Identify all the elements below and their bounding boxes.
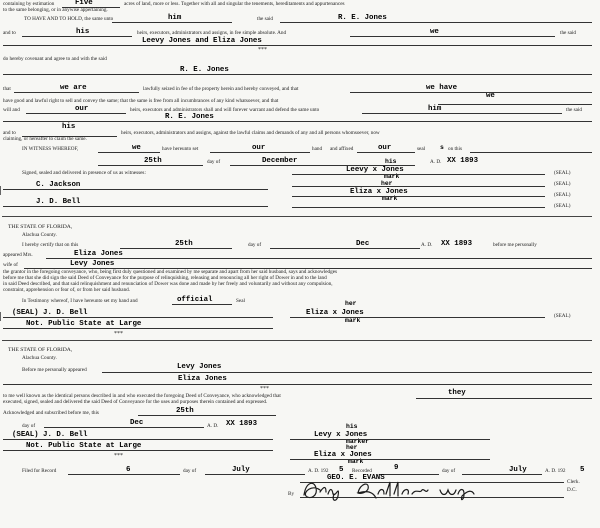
ack2-state: THE STATE OF FLORIDA, — [8, 347, 73, 353]
ack2-month: Dec — [130, 419, 144, 427]
ack1-day-of: day of — [248, 242, 262, 248]
margin-mark-2 — [0, 312, 4, 321]
margin-mark-1 — [0, 186, 4, 195]
ack1-state: THE STATE OF FLORIDA, — [8, 224, 73, 230]
witness-whereof-text: IN WITNESS WHEREOF, — [22, 146, 79, 152]
recorded-day: 9 — [394, 464, 399, 472]
ack2-body-2: executed, signed, sealed and delivered the said Deed of Conveyance for the uses and purposes therein contained and expressed. — [3, 399, 268, 405]
recorded-ad: A. D. 192 — [545, 468, 566, 474]
on-this-text: on this — [448, 146, 462, 152]
and-to-text-2: and to — [3, 130, 16, 136]
we-value-2: we — [486, 92, 495, 100]
acreage-value: Five — [75, 0, 93, 7]
his-value: his — [62, 123, 76, 131]
ack2-notary-name: (SEAL) J. D. Bell — [12, 431, 88, 439]
ack1-before-me: before me personally — [493, 242, 537, 248]
ack2-sig-his: his — [346, 423, 358, 430]
section-divider-2 — [2, 340, 592, 341]
ack1-notary-title: Not. Public State at Large — [26, 320, 142, 328]
grantor-1-his: his — [385, 158, 397, 165]
ack2-signature-1: Levy x Jones — [314, 431, 368, 439]
seal-label-3: (SEAL) — [554, 192, 571, 198]
section-divider-1 — [2, 216, 592, 217]
ack1-county: Alachua County. — [22, 232, 57, 238]
we-are-value: we are — [60, 84, 87, 92]
ack1-seal-word: Seal — [236, 298, 245, 304]
grantor-1-signature: Leevy x Jones — [346, 166, 404, 174]
lawfully-seized-text: lawfully seized in fee of the property herein and hereby conveyed, and that — [143, 86, 299, 92]
ack2-person-2: Eliza Jones — [178, 375, 227, 383]
ack1-body-1: the grantor in the foregoing conveyance, who, being first duly questioned and examined by me separate and apart from her said husband, says and acknowledges — [3, 269, 338, 275]
seal-label-2: (SEAL) — [554, 181, 571, 187]
ack1-appeared-text: appeared Mrs. — [3, 252, 33, 258]
ack2-sig-mark-1: marker — [346, 438, 370, 445]
said-text: the said — [257, 16, 273, 22]
said-text-3: the said — [566, 107, 582, 113]
claiming-text: claiming, or hereafter to claim the same. — [3, 136, 87, 142]
ack1-certify-text: I hereby certify that on this — [22, 242, 79, 248]
ack1-seal-label: (SEAL) — [554, 313, 571, 319]
grantor-2-mark: mark — [382, 195, 398, 202]
fee-simple-text: heirs, executors, administrators and assigns, in fee simple absolute. And — [137, 30, 287, 36]
our-value: our — [75, 105, 89, 113]
ack1-ad: A. D. — [421, 242, 433, 248]
filed-text: Filed for Record — [22, 468, 57, 474]
grantor-2-signature: Eliza x Jones — [350, 188, 408, 196]
day-of-text: day of — [207, 159, 221, 165]
said-text-2: the said — [560, 30, 576, 36]
filed-month: July — [232, 466, 250, 474]
heirs-pronoun: his — [76, 28, 90, 36]
ack1-husband-name: Levy Jones — [70, 260, 115, 268]
lawful-right-text: have good and lawful right to sell and convey the same; that the same is free from all incumbrances of any kind whatsoever, and that — [3, 98, 279, 104]
ack2-county: Alachua County. — [22, 355, 57, 361]
ack2-appeared-text: Before me personally appeared — [22, 367, 87, 373]
affixed-text: and affixed — [330, 146, 354, 152]
estimation-text: containing by estimation — [3, 1, 55, 7]
clerk-name: GEO. E. EVANS — [327, 474, 385, 482]
filed-day-of: day of — [183, 468, 197, 474]
by-text: By — [288, 491, 295, 497]
witness-month: December — [262, 157, 298, 165]
seal-count: s — [440, 144, 444, 151]
dc-label: D.C. — [567, 487, 577, 493]
ack1-body-4: constraint, apprehension or fear of, or from her said husband. — [3, 287, 131, 293]
ack2-sig-mark-2: mark — [348, 458, 364, 465]
grantor-pronoun: we — [430, 28, 439, 36]
ack2-they: they — [448, 389, 466, 397]
grantors-names: Leevy Jones and Eliza Jones — [142, 37, 262, 45]
filed-year: 5 — [339, 466, 344, 474]
ack1-body-3: in said Deed described, and that said relinquishment and renunciation of Dower was done and made by her freely and voluntarily and without any compulsion, — [3, 281, 333, 287]
recorded-day-of: day of — [442, 468, 456, 474]
ack2-signature-2: Eliza x Jones — [314, 451, 372, 459]
that-text: that — [3, 86, 11, 92]
hereunto-set-text: have hereunto set — [162, 146, 199, 152]
grantor-1-mark: mark — [384, 173, 400, 180]
warrant-defend-text: heirs, executors and administrators shall and will forever warrant and defend the same unto — [130, 107, 320, 113]
we-have-value: we have — [426, 84, 458, 92]
recorded-text: Recorded — [352, 468, 372, 474]
ack2-stars: *** — [260, 386, 269, 392]
recorded-year: 5 — [580, 466, 585, 474]
stars: *** — [258, 47, 267, 53]
witness-1-name: C. Jackson — [36, 181, 81, 189]
ack1-body-2: before me that she did sign the said Deed of Conveyance for the purpose of relinquishing, releasing and renouncing all her right of Dower in and to the land — [3, 275, 327, 281]
ack2-notary-title: Not. Public State at Large — [26, 442, 142, 450]
ack1-month: Dec — [356, 240, 370, 248]
ack2-person-1: Levy Jones — [177, 363, 222, 371]
grantor-2-her: her — [381, 180, 393, 187]
ack1-testimony-text: In Testimony whereof, I have hereunto set my hand and — [22, 298, 138, 304]
covenant-grantee-name: R. E. Jones — [180, 66, 229, 74]
ack1-signature: Eliza x Jones — [306, 309, 364, 317]
witness-our-2: our — [378, 144, 392, 152]
seal-label-4: (SEAL) — [554, 203, 571, 209]
filed-day: 6 — [126, 466, 131, 474]
seal-text: seal — [417, 146, 426, 152]
grantee-name: R. E. Jones — [338, 14, 387, 22]
and-to-text: and to — [3, 30, 16, 36]
ack1-sig-mark: mark — [345, 317, 361, 324]
lawful-claims-text: heirs, executors, administrators and assigns, against the lawful claims and demands of any and all persons whomsoever, now — [121, 130, 380, 136]
witness-our: our — [252, 144, 266, 152]
witness-we: we — [132, 144, 141, 152]
seal-label-1: (SEAL) — [554, 170, 571, 176]
hand-text: hand — [312, 146, 323, 152]
deputy-clerk-signature — [300, 478, 478, 504]
clerk-label: Clerk. — [567, 479, 580, 485]
ack2-sig-her: her — [346, 444, 358, 451]
warrant-grantee-pronoun: him — [428, 105, 442, 113]
ack2-year: XX 1893 — [226, 420, 258, 428]
belonging-text: to the same belonging, or in anywise appertaining. — [3, 7, 108, 13]
ack2-ad: A. D. — [207, 423, 219, 429]
signed-sealed-text: Signed, sealed and delivered in presence of us as witnesses: — [22, 170, 146, 176]
ack1-official: official — [177, 296, 213, 304]
covenant-text: do hereby covenant and agree to and with the said — [3, 56, 107, 62]
have-hold-text: TO HAVE AND TO HOLD, the same unto — [24, 16, 114, 22]
will-and-text: will and — [3, 107, 20, 113]
ack2-day-of: day of — [22, 423, 36, 429]
witness-2-name: J. D. Bell — [36, 198, 81, 206]
ack1-stars: *** — [114, 331, 123, 337]
ack1-notary-name: (SEAL) J. D. Bell — [12, 309, 88, 317]
ad-text: A. D. — [430, 159, 442, 165]
ack1-wife-of-text: wife of — [3, 262, 18, 268]
ack1-wife-name: Eliza Jones — [74, 250, 123, 258]
witness-day: 25th — [144, 157, 162, 165]
appurtenances-text: acres of land, more or less. Together with all and singular the tenements, hereditaments and appurtenances — [124, 1, 345, 7]
witness-year: XX 1893 — [447, 157, 479, 165]
grantee-pronoun: him — [168, 14, 182, 22]
ack2-acknowledged-text: Acknowledged and subscribed before me, this — [3, 410, 99, 416]
ack1-sig-her: her — [345, 300, 357, 307]
ack1-day: 25th — [175, 240, 193, 248]
ack2-stars-2: *** — [114, 453, 123, 459]
filed-ad: A. D. 192 — [308, 468, 329, 474]
warrant-grantee-name: R. E. Jones — [165, 113, 214, 121]
ack1-year: XX 1893 — [441, 240, 473, 248]
ack2-day: 25th — [176, 407, 194, 415]
recorded-month: July — [509, 466, 527, 474]
ack2-body-1: to me well known as the identical persons described in and who executed the foregoing Deed of Conveyance, who acknowledged that — [3, 393, 281, 399]
